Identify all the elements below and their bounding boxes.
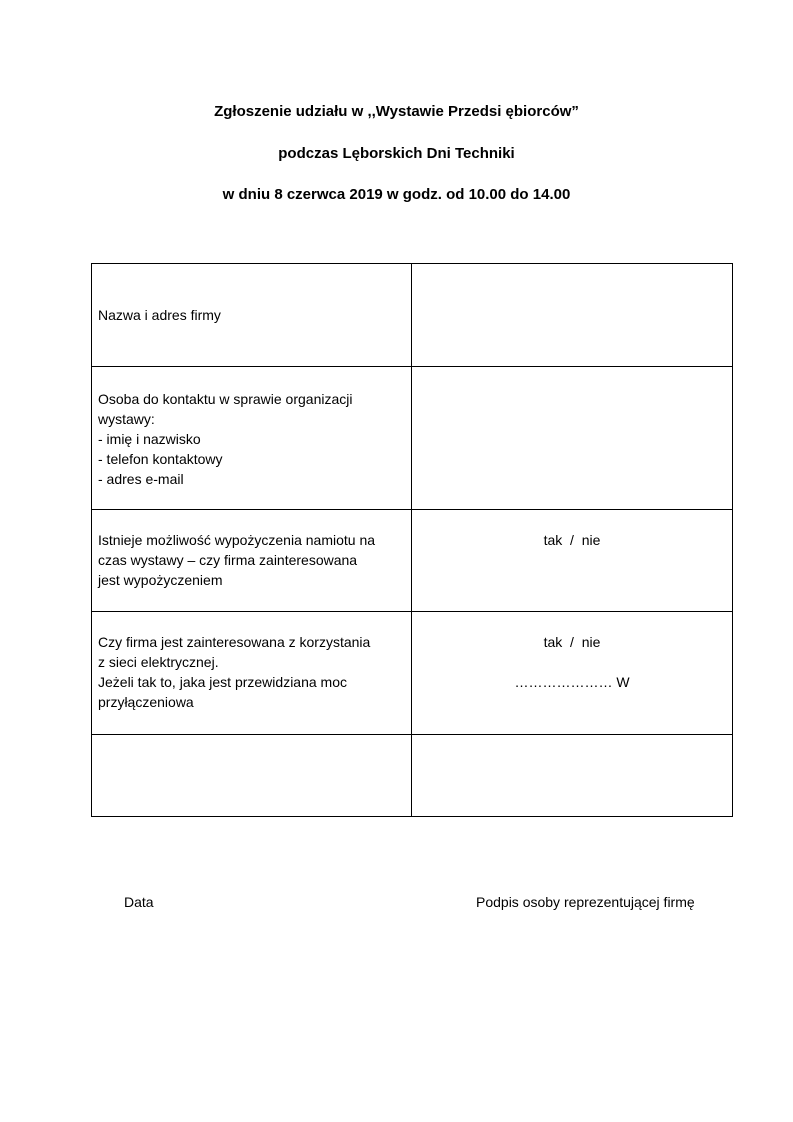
table-row-empty — [92, 735, 733, 817]
event-date-time: w dniu 8 czerwca 2019 w godz. od 10.00 do 14.00 — [222, 186, 571, 203]
company-name-address-label: Nazwa i adres firmy — [92, 264, 412, 367]
electricity-label-line: Czy firma jest zainteresowana z korzystania — [98, 634, 371, 650]
electricity-yes-no-option[interactable]: tak / nie — [543, 634, 601, 650]
tent-rental-label — [92, 510, 412, 612]
tent-label-line: jest wypożyczeniem — [98, 572, 223, 588]
tent-rental-choice[interactable] — [412, 510, 733, 612]
table-row-contact-person — [92, 367, 733, 510]
date-label: Data — [124, 894, 154, 910]
electricity-label — [92, 612, 412, 735]
contact-label-line: - telefon kontaktowy — [98, 451, 223, 467]
application-form-table — [91, 263, 733, 817]
tent-label-line: czas wystawy – czy firma zainteresowana — [98, 552, 358, 568]
empty-value-cell[interactable] — [412, 735, 733, 817]
table-row-tent-rental — [92, 510, 733, 612]
table-row-company — [92, 264, 733, 367]
empty-label-cell — [92, 735, 412, 817]
form-title: Zgłoszenie udziału w ,,Wystawie Przedsi ębiorców” — [214, 103, 579, 120]
tent-label-line: Istnieje możliwość wypożyczenia namiotu na — [98, 532, 376, 548]
contact-person-label — [92, 367, 412, 510]
tent-yes-no-option[interactable]: tak / nie — [543, 532, 601, 548]
electricity-label-line: przyłączeniowa — [98, 694, 194, 710]
table-row-electricity — [92, 612, 733, 735]
event-name: podczas Lęborskich Dni Techniki — [278, 145, 515, 162]
electricity-choice[interactable] — [412, 612, 733, 735]
signature-label: Podpis osoby reprezentującej firmę — [476, 894, 695, 910]
contact-label-line: Osoba do kontaktu w sprawie organizacji — [98, 391, 353, 407]
connection-power-field[interactable]: ………………… W — [514, 674, 630, 690]
electricity-label-line: z sieci elektrycznej. — [98, 654, 219, 670]
electricity-label-line: Jeżeli tak to, jaka jest przewidziana moc — [98, 674, 347, 690]
company-name-address-field[interactable] — [412, 264, 733, 367]
contact-label-line: wystawy: — [98, 411, 155, 427]
contact-label-line: - adres e-mail — [98, 471, 184, 487]
spacer — [412, 652, 732, 672]
contact-person-field[interactable] — [412, 367, 733, 510]
contact-label-line: - imię i nazwisko — [98, 431, 201, 447]
